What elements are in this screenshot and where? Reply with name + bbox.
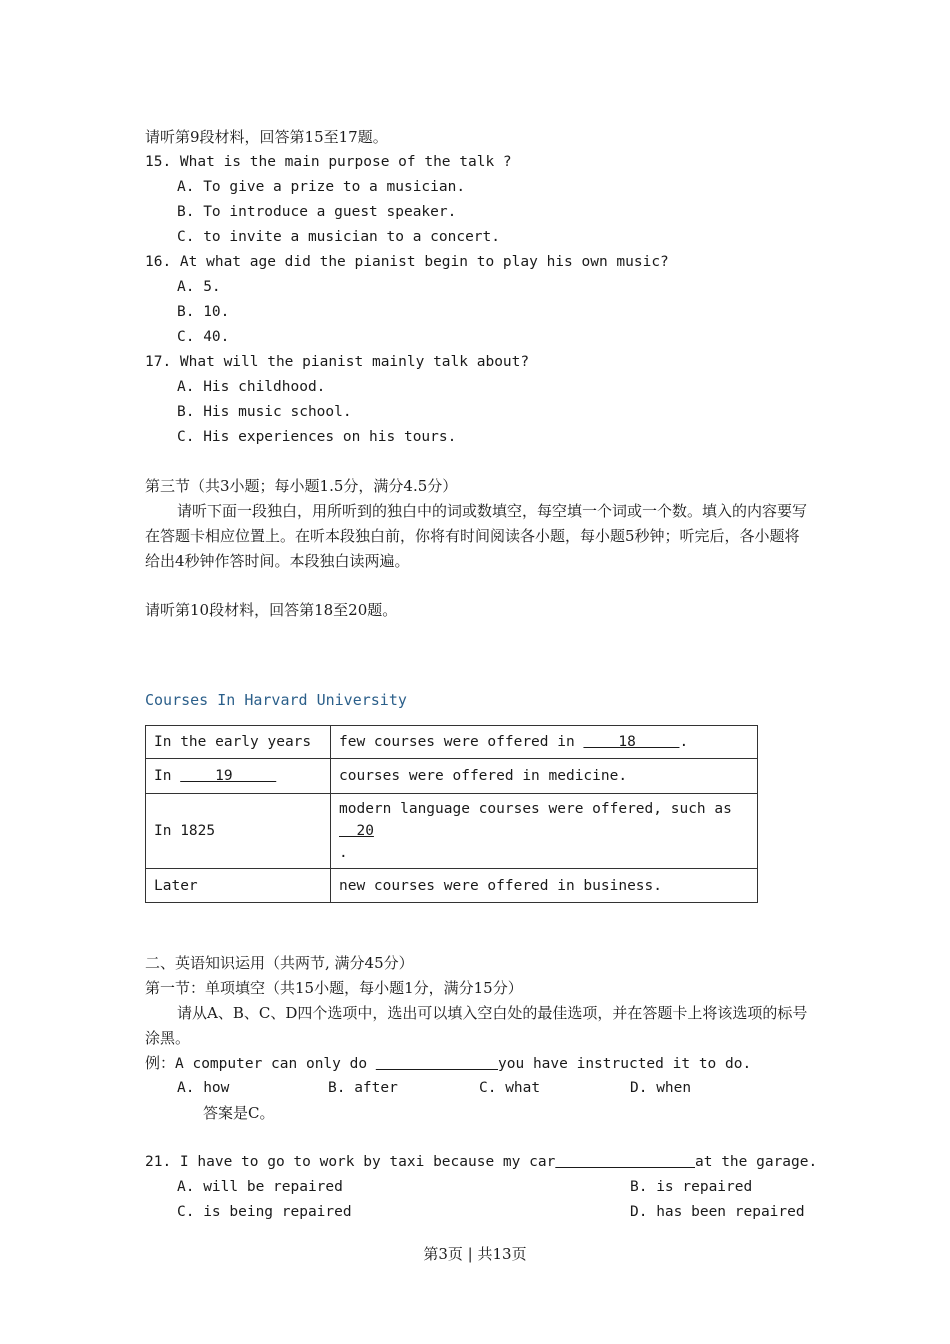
question-21-options-row2 bbox=[145, 1200, 810, 1225]
table-row bbox=[146, 869, 758, 903]
question-21-blank bbox=[555, 1154, 695, 1170]
question-16-stem: 16. At what age did the pianist begin to play his own music? bbox=[145, 254, 669, 270]
part3-instruction: 请听下面一段独白，用所听到的独白中的词或数填空，每空填一个词或一个数。填入的内容要写在答题卡相应位置上。在听本段独白前，你将有时间阅读各小题，每小题5秒钟；听完后，各小题将给出4秒钟作答时间。本段独白读两遍。 bbox=[145, 502, 808, 570]
question-21-option-c: C. is being repaired bbox=[177, 1204, 352, 1220]
courses-table bbox=[145, 725, 758, 903]
answer-blank-20: 20 bbox=[339, 823, 374, 839]
question-15-option-a: A. To give a prize to a musician. bbox=[177, 179, 466, 195]
example-stem bbox=[145, 1051, 810, 1076]
page-footer: 第3页 | 共13页 bbox=[423, 1245, 527, 1263]
table-cell: Later bbox=[146, 869, 331, 903]
question-21-text: 21. I have to go to work by taxi because my car bbox=[145, 1154, 556, 1170]
example-option-b: B. after bbox=[328, 1080, 398, 1096]
example-prefix: 例： bbox=[145, 1054, 176, 1072]
cell-text: few courses were offered in bbox=[339, 734, 584, 750]
section10-intro: 请听第10段材料，回答第18至20题。 bbox=[145, 601, 398, 619]
question-17-stem: 17. What will the pianist mainly talk about? bbox=[145, 354, 530, 370]
example-text: A computer can only do bbox=[175, 1056, 376, 1072]
table-row bbox=[146, 759, 758, 794]
table-cell bbox=[146, 759, 331, 794]
table-title: Courses In Harvard University bbox=[145, 691, 407, 709]
example-answer: 答案是C。 bbox=[203, 1104, 275, 1122]
question-21-stem bbox=[145, 1150, 818, 1175]
example-option-c: C. what bbox=[479, 1080, 541, 1096]
part2-heading: 二、英语知识运用（共两节, 满分45分） bbox=[145, 954, 414, 972]
question-17-option-a: A. His childhood. bbox=[177, 379, 326, 395]
cell-punct: . bbox=[339, 845, 348, 861]
table-cell bbox=[331, 726, 758, 759]
table-row bbox=[146, 726, 758, 759]
part3-heading: 第三节（共3小题；每小题1.5分，满分4.5分） bbox=[145, 477, 458, 495]
table-row bbox=[146, 794, 758, 869]
document-page bbox=[145, 125, 818, 1225]
cell-punct: . bbox=[679, 734, 689, 750]
question-17-option-c: C. His experiences on his tours. bbox=[177, 429, 457, 445]
part2-section1-heading: 第一节：单项填空（共15小题，每小题1分，满分15分） bbox=[145, 979, 523, 997]
cell-text: modern language courses were offered, such as bbox=[339, 801, 732, 817]
answer-blank-19: 19 bbox=[180, 768, 277, 784]
table-cell: In 1825 bbox=[146, 794, 331, 869]
question-21-option-a: A. will be repaired bbox=[177, 1179, 343, 1195]
question-17-option-b: B. His music school. bbox=[177, 404, 352, 420]
example-blank bbox=[376, 1056, 498, 1072]
table-cell bbox=[331, 794, 758, 869]
table-cell: courses were offered in medicine. bbox=[331, 759, 758, 794]
example-option-d: D. when bbox=[630, 1080, 692, 1096]
answer-blank-18: 18 bbox=[583, 734, 680, 750]
question-21-option-d: D. has been repaired bbox=[630, 1204, 805, 1220]
question-16-option-b: B. 10. bbox=[177, 304, 230, 320]
question-16-option-c: C. 40. bbox=[177, 329, 230, 345]
question-16-option-a: A. 5. bbox=[177, 279, 221, 295]
question-21-option-b: B. is repaired bbox=[630, 1179, 753, 1195]
question-21-options-row1 bbox=[145, 1175, 810, 1200]
section9-intro: 请听第9段材料，回答第15至17题。 bbox=[145, 128, 388, 146]
question-21-text-after: at the garage. bbox=[695, 1154, 818, 1170]
part2-instruction: 请从A、B、C、D四个选项中，选出可以填入空白处的最佳选项，并在答题卡上将该选项的标号涂黑。 bbox=[145, 1004, 808, 1047]
table-cell: new courses were offered in business. bbox=[331, 869, 758, 903]
cell-text: In bbox=[154, 768, 181, 784]
example-text-after: you have instructed it to do. bbox=[498, 1056, 752, 1072]
question-15-stem: 15. What is the main purpose of the talk ? bbox=[145, 154, 512, 170]
table-cell: In the early years bbox=[146, 726, 331, 759]
example-options bbox=[145, 1076, 810, 1101]
question-15-option-b: B. To introduce a guest speaker. bbox=[177, 204, 457, 220]
example-option-a: A. how bbox=[177, 1080, 230, 1096]
question-15-option-c: C. to invite a musician to a concert. bbox=[177, 229, 501, 245]
